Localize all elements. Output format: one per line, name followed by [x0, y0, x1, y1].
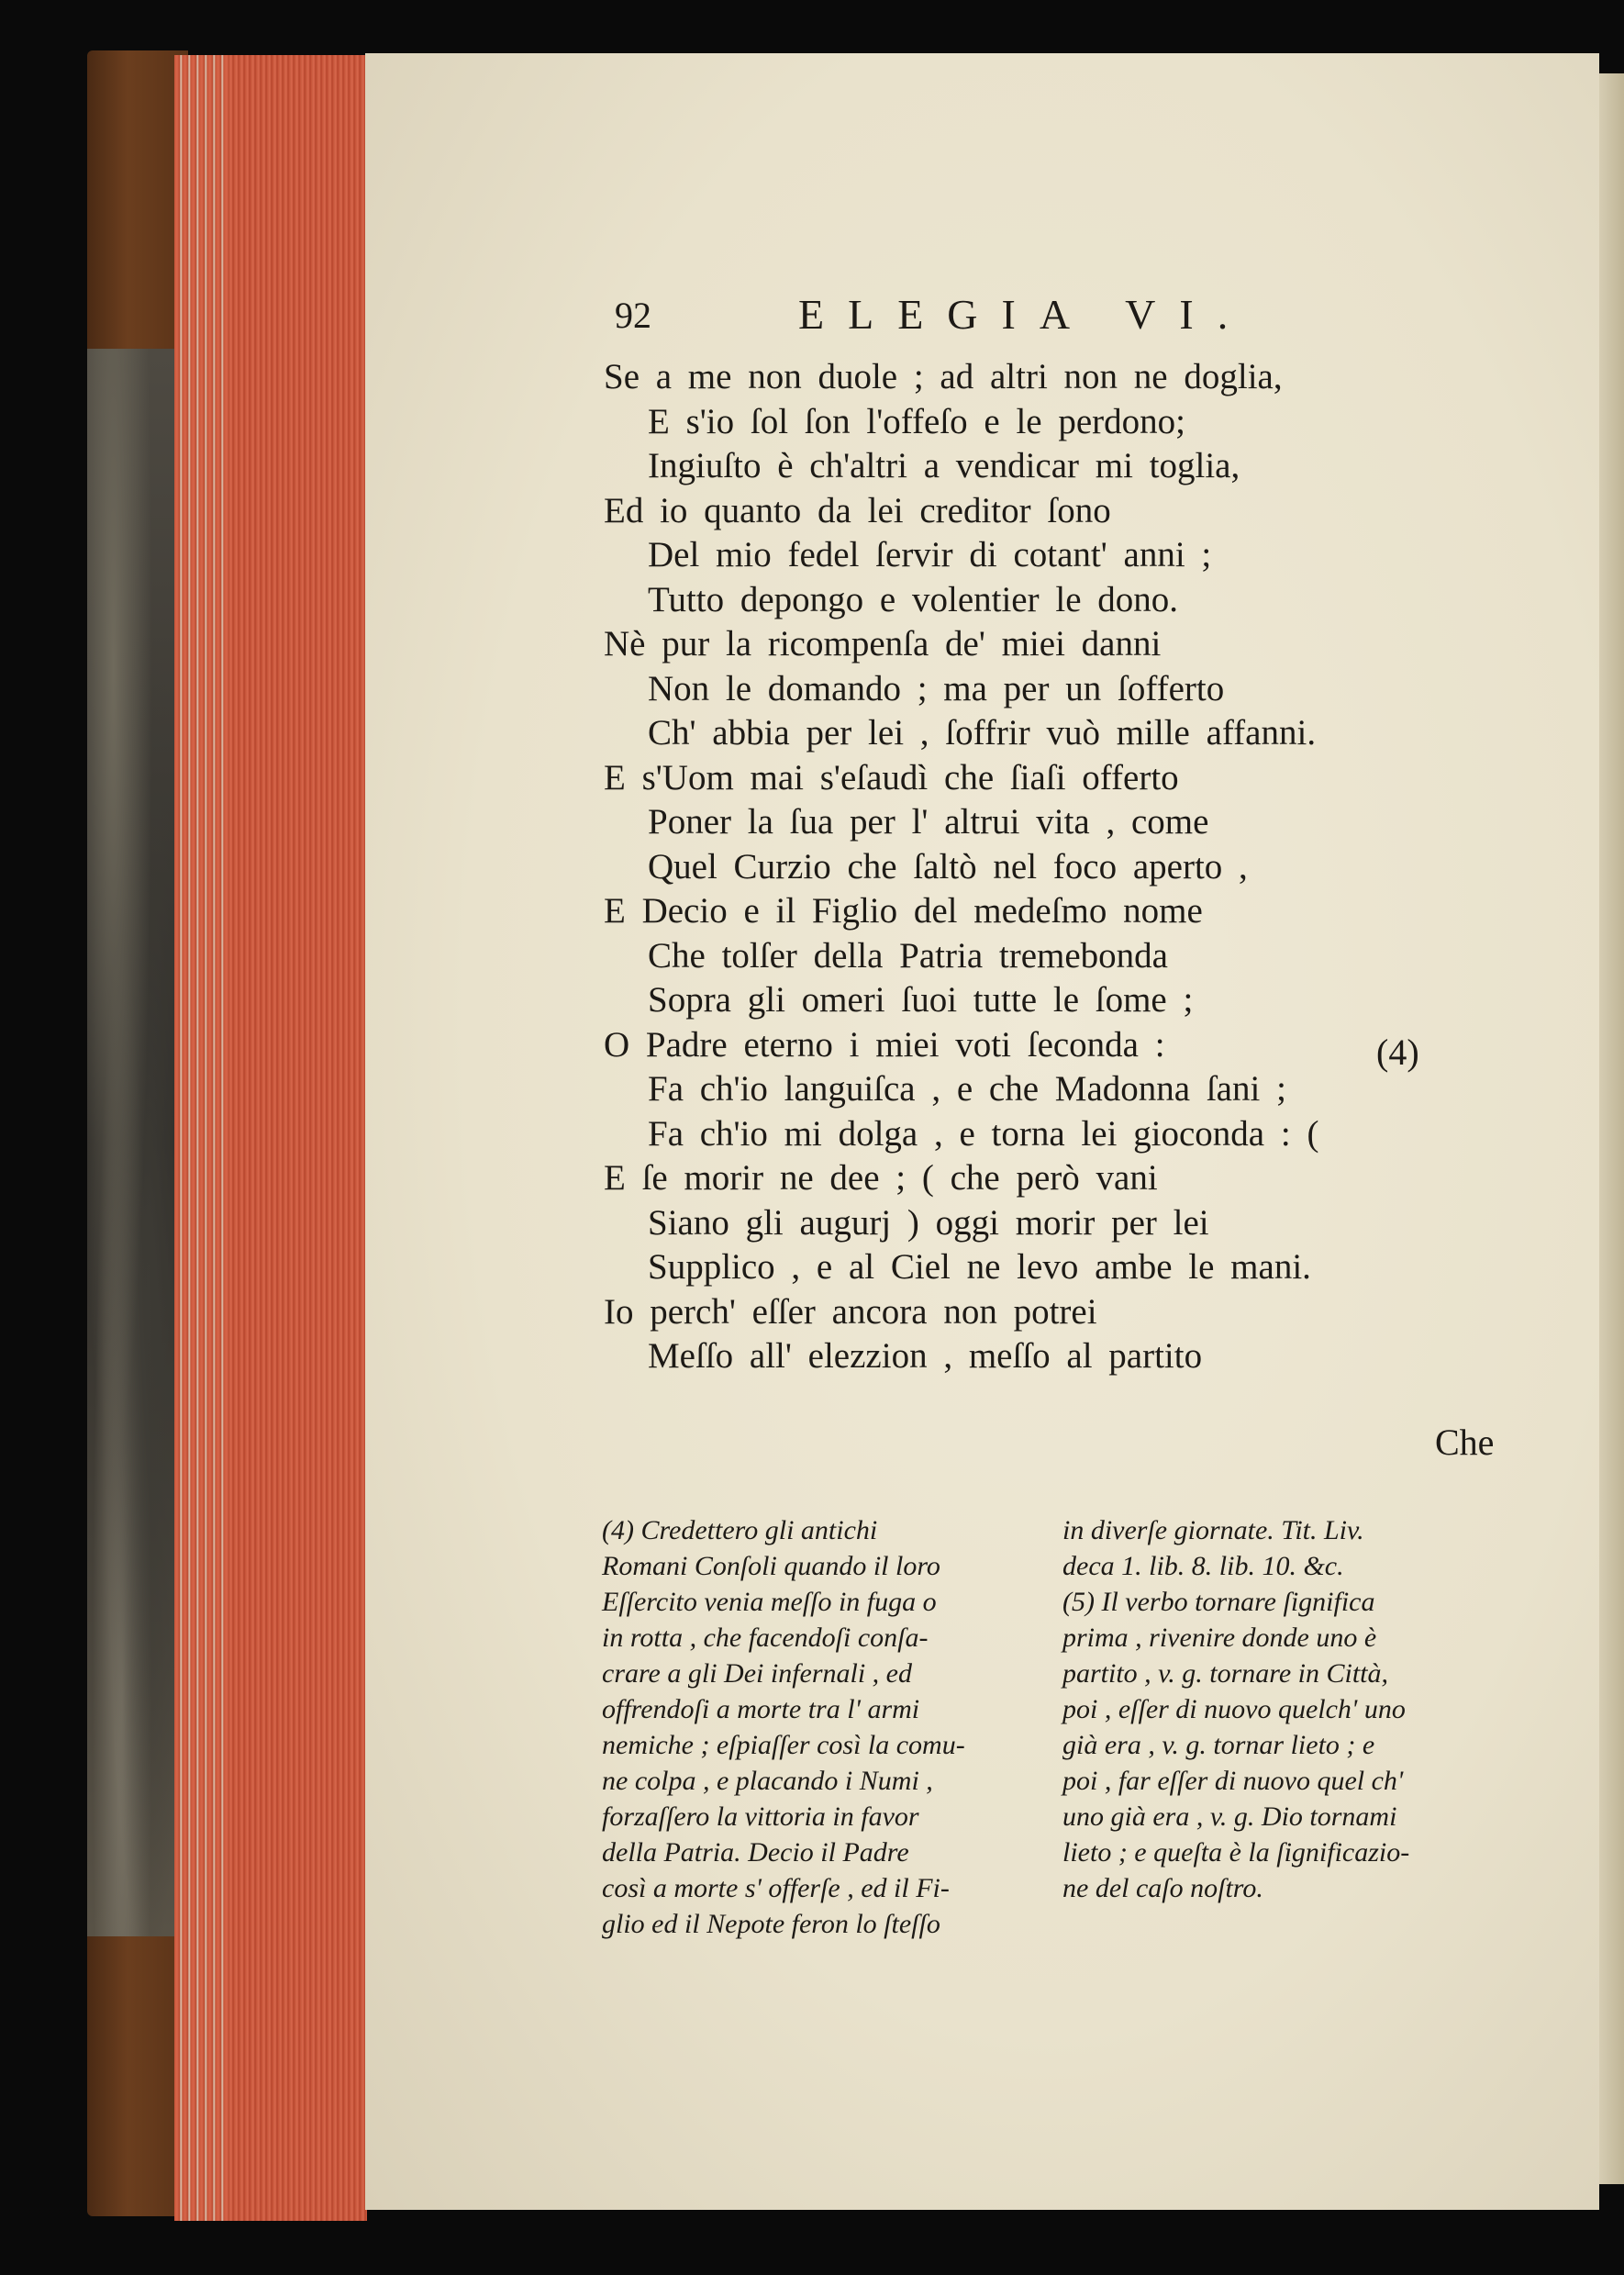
- page-number: 92: [615, 295, 651, 336]
- verse-line: E Decio e il Figlio del medeſmo nome: [604, 891, 1203, 931]
- footnote-line: prima , rivenire donde uno è: [1062, 1623, 1377, 1653]
- footnote-line: glio ed il Nepote feron lo ſteſſo: [602, 1909, 940, 1939]
- verse-line: Che tolſer della Patria tremebonda: [648, 935, 1168, 976]
- verse-line: Quel Curzio che ſaltò nel foco aperto ,: [648, 846, 1248, 887]
- footnote-line: poi , far eſſer di nuovo quel ch': [1062, 1766, 1404, 1796]
- footnote-line: Eſſercito venia meſſo in fuga o: [602, 1587, 937, 1617]
- verse-line: Siano gli augurj ) oggi morir per lei: [648, 1202, 1209, 1243]
- footnote-column-right: [1062, 1512, 1503, 1906]
- footnote-line: già era , v. g. tornar lieto ; e: [1062, 1730, 1375, 1760]
- footnote-line: della Patria. Decio il Padre: [602, 1837, 909, 1868]
- note-marker: (4): [1376, 1032, 1419, 1073]
- footnote-line: nemiche ; eſpiaſſer così la comu-: [602, 1730, 965, 1760]
- footnote-line: (5) Il verbo tornare ſignifica: [1062, 1587, 1375, 1617]
- verse-line: Nè pur la ricompenſa de' miei danni: [604, 624, 1162, 664]
- footnote-line: Romani Conſoli quando il loro: [602, 1551, 940, 1581]
- verse-line: E s'Uom mai s'eſaudì che ſiaſi offerto: [604, 757, 1179, 797]
- footnote-line: offrendoſi a morte tra l' armi: [602, 1694, 920, 1724]
- footnote-line: ne del caſo noſtro.: [1062, 1873, 1263, 1903]
- footnote-column-left: [602, 1512, 1042, 1942]
- catchword: Che: [1435, 1422, 1495, 1463]
- footnote-line: crare a gli Dei infernali , ed: [602, 1658, 912, 1689]
- page-edges: [174, 55, 367, 2221]
- footnote-line: uno già era , v. g. Dio tornami: [1062, 1801, 1397, 1832]
- verse-line: Meſſo all' elezzion , meſſo al partito: [648, 1336, 1203, 1376]
- running-title: ELEGIA VI.: [798, 291, 1252, 338]
- footnote-line: lieto ; e queſta è la ſignificazio-: [1062, 1837, 1410, 1868]
- verse-line: Ed io quanto da lei creditor ſono: [604, 490, 1111, 530]
- footnote-line: poi , eſſer di nuovo quelch' uno: [1062, 1694, 1406, 1724]
- marbled-board: [87, 349, 174, 1936]
- verse-line: Se a me non duole ; ad altri non ne doglia,: [604, 357, 1283, 396]
- verse-line: Del mio fedel ſervir di cotant' anni ;: [648, 535, 1212, 574]
- verse-line: Fa ch'io languiſca , e che Madonna ſani ;: [648, 1069, 1286, 1109]
- footnote-line: partito , v. g. tornare in Città,: [1062, 1658, 1389, 1689]
- footnote-line: deca 1. lib. 8. lib. 10. &c.: [1062, 1551, 1344, 1581]
- facing-page-edge: [1596, 73, 1624, 2184]
- verse-line: Fa ch'io mi dolga , e torna lei gioconda : (: [648, 1113, 1319, 1154]
- verse-line: E s'io ſol ſon l'offeſo e le perdono;: [648, 401, 1185, 441]
- verse-line: O Padre eterno i miei voti ſeconda :: [604, 1024, 1165, 1065]
- verse-line: Io perch' eſſer ancora non potrei: [604, 1291, 1097, 1332]
- footnote-line: ne colpa , e placando i Numi ,: [602, 1766, 933, 1796]
- verse-line: Sopra gli omeri ſuoi tutte le ſome ;: [648, 980, 1194, 1020]
- footnote-line: (4) Credettero gli antichi: [602, 1515, 878, 1545]
- footnote-line: forzaſſero la vittoria in favor: [602, 1801, 919, 1832]
- verse-line: Ch' abbia per lei , ſoffrir vuò mille affanni.: [648, 713, 1317, 753]
- verse-line: E ſe morir ne dee ; ( che però vani: [604, 1158, 1158, 1198]
- verse-line: Ingiuſto è ch'altri a vendicar mi toglia,: [648, 446, 1240, 485]
- verse-line: Tutto depongo e volentier le dono.: [648, 579, 1179, 619]
- footnote-line: in diverſe giornate. Tit. Liv.: [1062, 1515, 1364, 1545]
- footnote-line: così a morte s' offerſe , ed il Fi-: [602, 1873, 950, 1903]
- book-page: [365, 53, 1599, 2210]
- verse-line: Poner la ſua per l' altrui vita , come: [648, 802, 1209, 842]
- page-header: [615, 290, 1624, 345]
- footnote-line: in rotta , che facendoſi conſa-: [602, 1623, 929, 1653]
- verse-line: Non le domando ; ma per un ſofferto: [648, 668, 1225, 708]
- verse-line: Supplico , e al Ciel ne levo ambe le mani.: [648, 1247, 1311, 1287]
